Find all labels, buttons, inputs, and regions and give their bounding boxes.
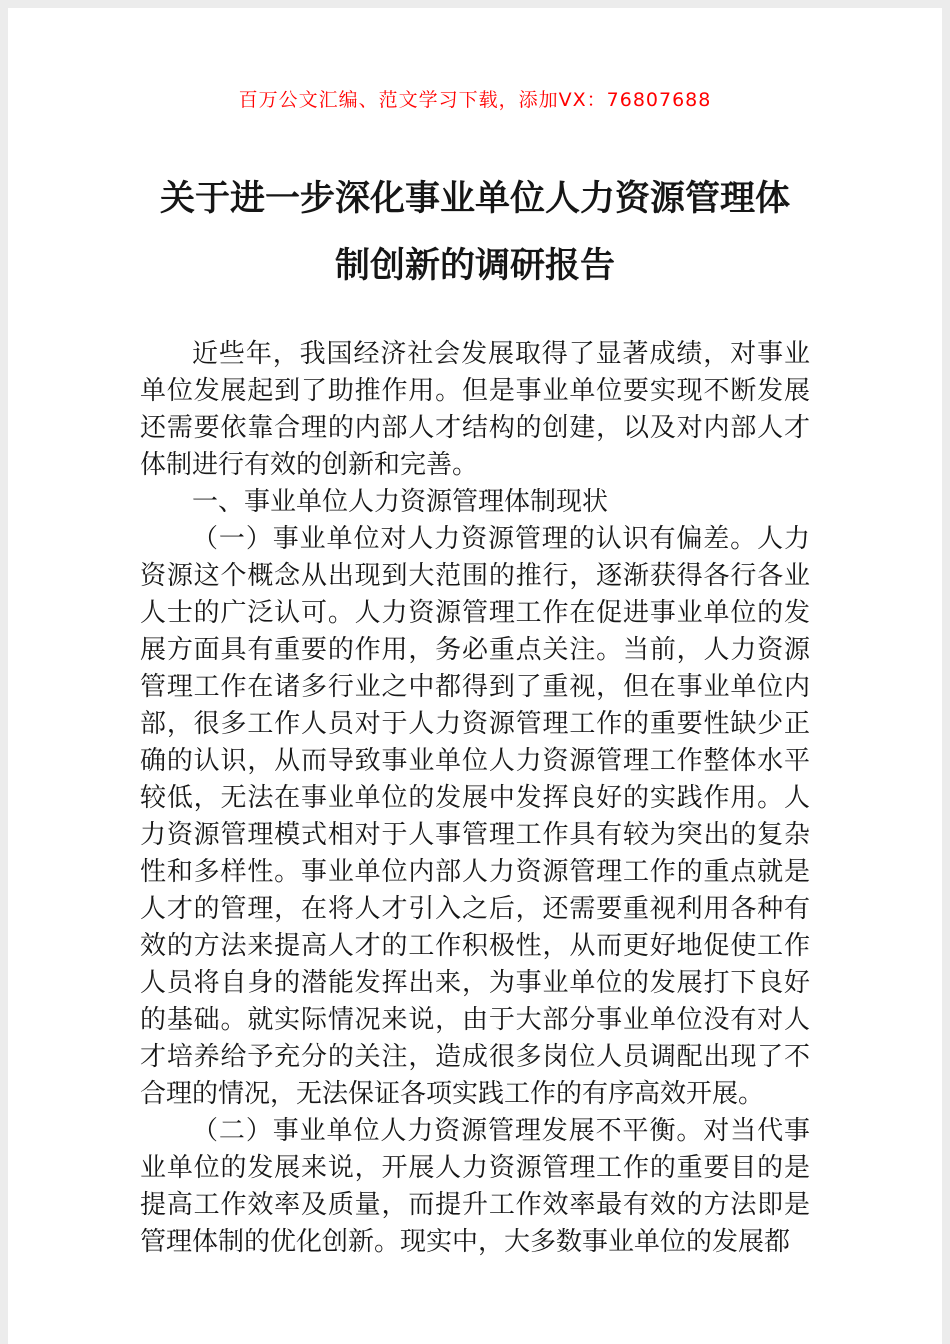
section-heading: 一、事业单位人力资源管理体制现状 <box>192 487 609 517</box>
document-page <box>8 8 942 1344</box>
paragraph-section-two: （二）事业单位人力资源管理发展不平衡。对当代事业单位的发展来说，开展人力资源管理工作的重要目的是提高工作效率及质量，而提升工作效率最有效的方法即是管理体制的优化创新。现实中，大多数事业单位的发展都 <box>140 1116 810 1257</box>
promo-watermark-text: 百万公文汇编、范文学习下载，添加VX：76807688 <box>238 89 712 111</box>
document-body <box>140 336 810 1261</box>
paragraph-intro: 近些年，我国经济社会发展取得了显著成绩，对事业单位发展起到了助推作用。但是事业单位要实现不断发展还需要依靠合理的内部人才结构的创建，以及对内部人才体制进行有效的创新和完善。 <box>140 339 810 480</box>
document-title: 关于进一步深化事业单位人力资源管理体制创新的调研报告 <box>159 179 790 286</box>
paragraph-section-one: （一）事业单位对人力资源管理的认识有偏差。人力资源这个概念从出现到大范围的推行，逐渐获得各行各业人士的广泛认可。人力资源管理工作在促进事业单位的发展方面具有重要的作用，务必重点关注。当前，人力资源管理工作在诸多行业之中都得到了重视，但在事业单位内部，很多工作人员对于人力资源管理工作的重要性缺少正确的认识，从而导致事业单位人力资源管理工作整体水平较低，无法在事业单位的发展中发挥良好的实践作用。人力资源管理模式相对于人事管理工作具有较为突出的复杂性和多样性。事业单位内部人力资源管理工作的重点就是人才的管理，在将人才引入之后，还需要重视利用各种有效的方法来提高人才的工作积极性，从而更好地促使工作人员将自身的潜能发挥出来，为事业单位的发展打下良好的基础。就实际情况来说，由于大部分事业单位没有对人才培养给予充分的关注，造成很多岗位人员调配出现了不合理的情况，无法保证各项实践工作的有序高效开展。 <box>140 524 810 1109</box>
